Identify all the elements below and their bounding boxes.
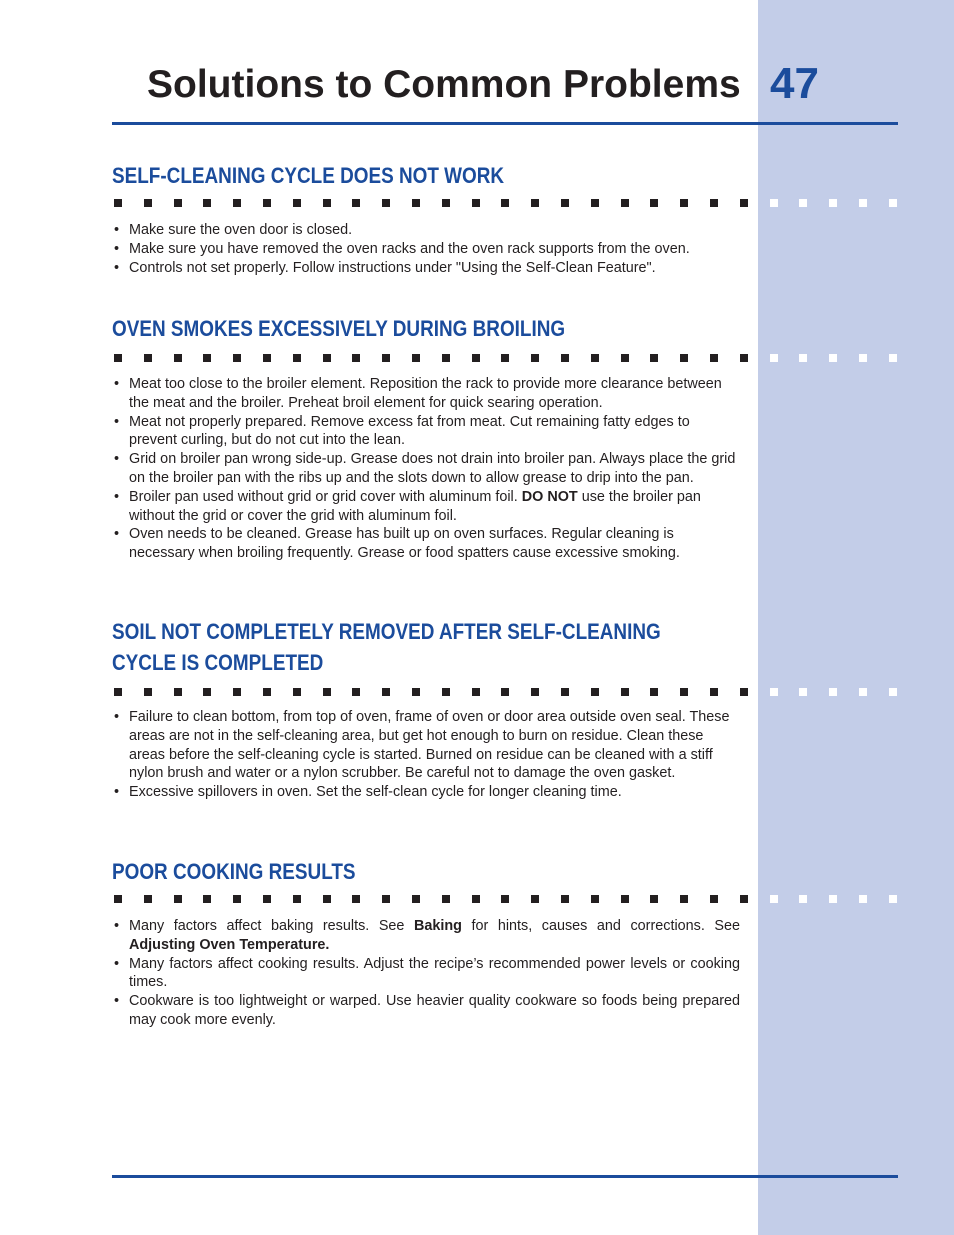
divider-dot [531, 895, 539, 903]
divider-dot [621, 688, 629, 696]
bullet-item [112, 259, 740, 278]
divider-dot [889, 895, 897, 903]
divider-dot [472, 199, 480, 207]
divider-dot [591, 895, 599, 903]
divider-dot [531, 199, 539, 207]
dot-divider [112, 354, 902, 362]
text-run: Make sure you have removed the oven racks and the oven rack supports from the oven. [129, 240, 690, 257]
divider-dot [561, 199, 569, 207]
divider-dot [531, 688, 539, 696]
divider-dot [174, 354, 182, 362]
divider-dot [770, 354, 778, 362]
divider-dot [829, 354, 837, 362]
divider-dot [293, 895, 301, 903]
text-run: Failure to clean bottom, from top of oven, frame of oven or door area outside oven seal. These areas are not in the self-cleaning area, but get hot enough to burn on residue. Clean these areas before the self-cleaning cycle is started. Burned on residue can be cleaned with a stiff nylon brush and water or a nylon scrubber. Be careful not to damage the oven gasket. [129, 709, 730, 782]
divider-dot [710, 354, 718, 362]
dot-divider [112, 199, 902, 207]
divider-dot [442, 199, 450, 207]
divider-dot [323, 354, 331, 362]
divider-dot [233, 354, 241, 362]
divider-dot [621, 895, 629, 903]
divider-dot [114, 199, 122, 207]
divider-dot [591, 688, 599, 696]
text-run: Many factors affect baking results. See [129, 918, 414, 934]
divider-dot [352, 199, 360, 207]
divider-dot [263, 354, 271, 362]
divider-dot [859, 895, 867, 903]
divider-dot [442, 895, 450, 903]
divider-dot [859, 688, 867, 696]
bullet-item [112, 450, 740, 488]
divider-dot [829, 688, 837, 696]
divider-dot [770, 688, 778, 696]
divider-dot [352, 688, 360, 696]
section-heading-oven-smokes: OVEN SMOKES EXCESSIVELY DURING BROILING [112, 316, 566, 341]
divider-dot [382, 895, 390, 903]
bullet-item [112, 917, 740, 955]
divider-dot [740, 199, 748, 207]
divider-dot [680, 354, 688, 362]
divider-dot [233, 688, 241, 696]
divider-dot [114, 688, 122, 696]
divider-dot [501, 688, 509, 696]
heading-line: SOIL NOT COMPLETELY REMOVED AFTER SELF-CLEANING [112, 619, 661, 644]
text-run: Controls not set properly. Follow instructions under "Using the Self-Clean Feature". [129, 259, 656, 276]
divider-dot [293, 688, 301, 696]
text-run: for hints, causes and corrections. See [461, 918, 740, 934]
divider-dot [561, 354, 569, 362]
text-run: Excessive spillovers in oven. Set the self-clean cycle for longer cleaning time. [129, 784, 622, 801]
heading-line: CYCLE IS COMPLETED [112, 650, 324, 675]
text-run: Broiler pan used without grid or grid cover with aluminum foil. [129, 488, 522, 505]
divider-dot [799, 688, 807, 696]
divider-dot [889, 199, 897, 207]
divider-dot [412, 199, 420, 207]
text-run: use the broiler pan without the grid or cover the grid with aluminum foil. [129, 488, 701, 524]
bold-text: DO NOT [521, 488, 578, 505]
bullet-item [112, 375, 740, 413]
divider-dot [740, 354, 748, 362]
divider-dot [203, 895, 211, 903]
text-run: Grid on broiler pan wrong side-up. Grease does not drain into broiler pan. Always place the grid on the broiler pan with the ribs up and the slots down to allow grease to drip into the pan. [129, 451, 736, 486]
divider-dot [323, 199, 331, 207]
divider-dot [233, 199, 241, 207]
divider-dot [561, 895, 569, 903]
divider-dot [114, 895, 122, 903]
bullet-list [112, 917, 740, 1030]
divider-dot [412, 688, 420, 696]
divider-dot [263, 895, 271, 903]
divider-dot [472, 688, 480, 696]
divider-dot [472, 354, 480, 362]
divider-dot [799, 354, 807, 362]
divider-dot [263, 199, 271, 207]
divider-dot [501, 895, 509, 903]
divider-dot [591, 199, 599, 207]
bullet-item [112, 955, 740, 993]
section-heading-poor-cooking: POOR COOKING RESULTS [112, 859, 356, 884]
page-title: Solutions to Common Problems [147, 63, 741, 106]
divider-dot [233, 895, 241, 903]
divider-dot [710, 199, 718, 207]
divider-dot [323, 895, 331, 903]
divider-dot [531, 354, 539, 362]
divider-dot [382, 199, 390, 207]
divider-dot [293, 199, 301, 207]
divider-dot [680, 895, 688, 903]
divider-dot [561, 688, 569, 696]
divider-dot [829, 895, 837, 903]
divider-dot [770, 199, 778, 207]
section-heading-self-cleaning: SELF-CLEANING CYCLE DOES NOT WORK [112, 163, 505, 188]
divider-dot [829, 199, 837, 207]
divider-dot [889, 354, 897, 362]
divider-dot [650, 895, 658, 903]
bullet-list [112, 221, 740, 277]
divider-dot [650, 354, 658, 362]
divider-dot [412, 895, 420, 903]
divider-dot [710, 688, 718, 696]
bullet-item [112, 240, 740, 259]
dot-divider [112, 688, 902, 696]
bullet-item [112, 992, 740, 1030]
divider-dot [442, 688, 450, 696]
top-rule [112, 122, 898, 125]
divider-dot [174, 895, 182, 903]
divider-dot [859, 199, 867, 207]
divider-dot [501, 354, 509, 362]
divider-dot [382, 354, 390, 362]
divider-dot [740, 688, 748, 696]
page-number: 47 [770, 59, 819, 108]
dot-divider [112, 895, 902, 903]
text-run: Meat too close to the broiler element. Reposition the rack to provide more clearance between the meat and the broiler. Preheat broil element for quick searing operation. [129, 376, 722, 411]
text-run: Cookware is too lightweight or warped. Use heavier quality cookware so foods being prepared may cook more evenly. [129, 993, 740, 1028]
divider-dot [472, 895, 480, 903]
text-run: Make sure the oven door is closed. [129, 222, 353, 238]
divider-dot [650, 688, 658, 696]
divider-dot [144, 354, 152, 362]
divider-dot [621, 199, 629, 207]
bold-text: Baking [413, 918, 462, 934]
text-run: Oven needs to be cleaned. Grease has built up on oven surfaces. Regular cleaning is necessary when broiling frequently. Grease or food spatters cause excessive smoking. [129, 526, 680, 562]
divider-dot [412, 354, 420, 362]
bullet-list [112, 375, 740, 563]
divider-dot [203, 199, 211, 207]
divider-dot [352, 354, 360, 362]
divider-dot [144, 688, 152, 696]
text-run: Many factors affect cooking results. Adjust the recipe’s recommended power levels or cooking times. [129, 955, 740, 991]
divider-dot [352, 895, 360, 903]
text-run: Meat not properly prepared. Remove excess fat from meat. Cut remaining fatty edges to prevent curling, but do not cut into the lean. [129, 413, 690, 449]
divider-dot [203, 354, 211, 362]
section-heading-soil-not-removed [112, 616, 766, 678]
bullet-item [112, 708, 740, 783]
divider-dot [323, 688, 331, 696]
bullet-item [112, 413, 740, 451]
divider-dot [740, 895, 748, 903]
bullet-item [112, 783, 740, 802]
divider-dot [174, 199, 182, 207]
divider-dot [650, 199, 658, 207]
divider-dot [144, 895, 152, 903]
divider-dot [770, 895, 778, 903]
divider-dot [293, 354, 301, 362]
divider-dot [680, 688, 688, 696]
divider-dot [114, 354, 122, 362]
divider-dot [591, 354, 599, 362]
divider-dot [263, 688, 271, 696]
bullet-item [112, 488, 740, 526]
divider-dot [442, 354, 450, 362]
divider-dot [144, 199, 152, 207]
bullet-item [112, 525, 740, 563]
divider-dot [799, 895, 807, 903]
divider-dot [710, 895, 718, 903]
bullet-item [112, 221, 740, 240]
divider-dot [174, 688, 182, 696]
divider-dot [621, 354, 629, 362]
bottom-rule [112, 1175, 898, 1178]
divider-dot [680, 199, 688, 207]
divider-dot [382, 688, 390, 696]
divider-dot [889, 688, 897, 696]
divider-dot [501, 199, 509, 207]
sidebar-band [758, 0, 954, 1235]
bold-text: Adjusting Oven Temperature. [129, 936, 330, 953]
divider-dot [799, 199, 807, 207]
divider-dot [859, 354, 867, 362]
bullet-list [112, 708, 740, 802]
divider-dot [203, 688, 211, 696]
